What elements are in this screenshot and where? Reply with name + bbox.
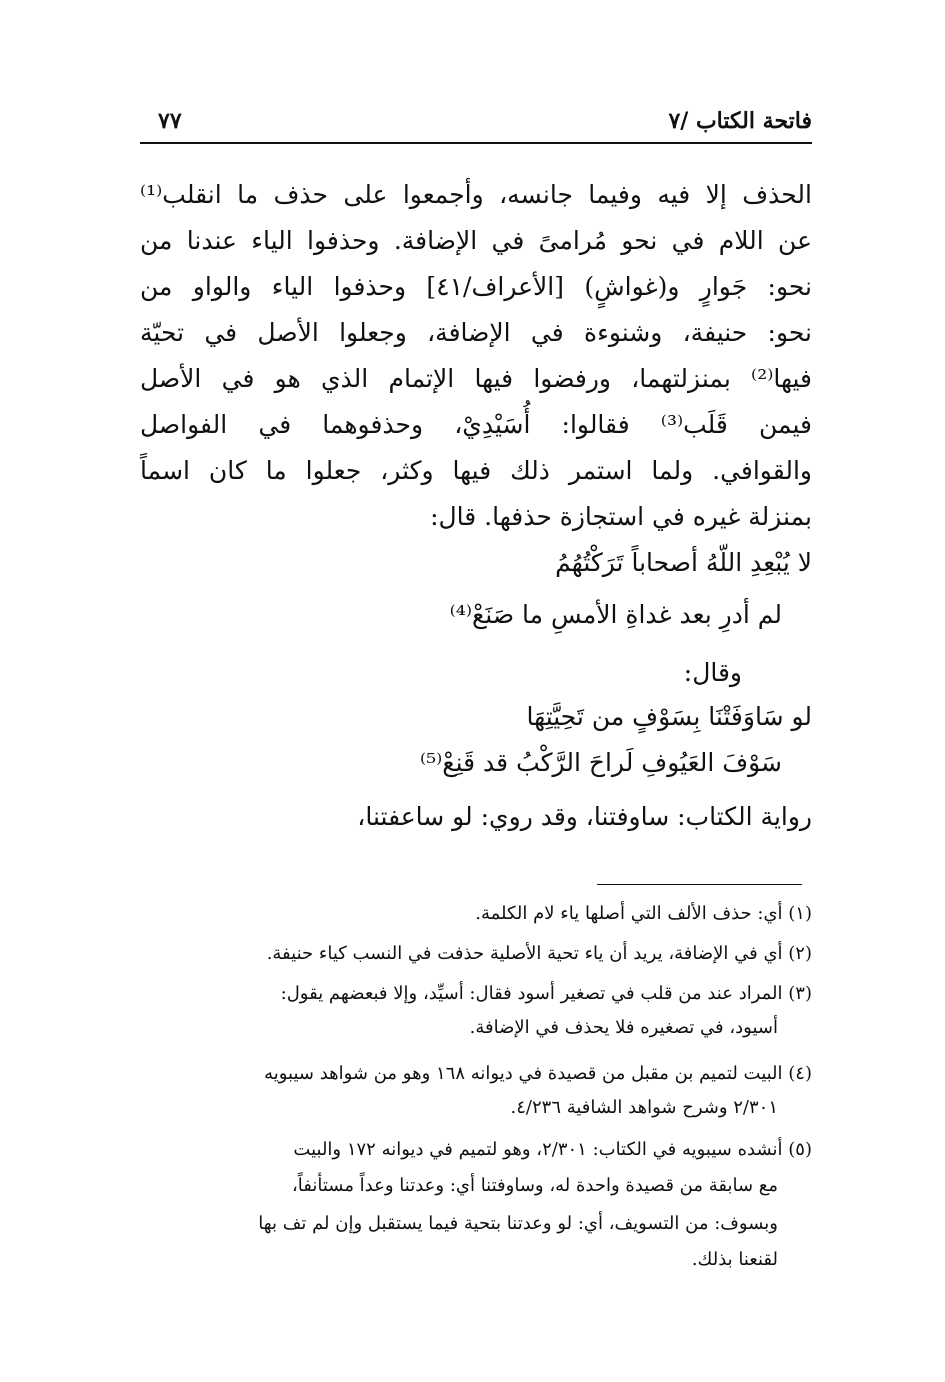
text-line: الحذف إلا فيه وفيما جانسه، وأجمعوا على حذف ما انقلب⁽¹⁾ <box>140 180 812 209</box>
running-title: فاتحة الكتاب /٧ <box>668 108 812 134</box>
footnote-line: (٤) البيت لتميم بن مقبل من قصيدة في ديوانه ١٦٨ وهو من شواهد سيبويه <box>264 1063 812 1084</box>
footnote-line: ٢/٣٠١ وشرح شواهد الشافية ٤/٢٣٦. <box>510 1097 778 1118</box>
footnote-line: لقنعنا بذلك. <box>691 1249 778 1270</box>
footnote-line: (٣) المراد عند من قلب في تصغير أسود فقال: أسيِّد، وإلا فبعضهم يقول: <box>280 983 812 1004</box>
footnote-line: (١) أي: حذف الألف التي أصلها ياء لام الكلمة. <box>475 903 812 924</box>
footnote-line: أسيود، في تصغيره فلا يحذف في الإضافة. <box>469 1017 778 1038</box>
text-line: فيها⁽²⁾ بمنزلتهما، ورفضوا فيها الإتمام الذي هو في الأصل <box>140 364 812 393</box>
verse-1-second-hemistich: لم أدرِ بعد غداةِ الأمسِ ما صَنَعْ⁽⁴⁾ <box>449 600 782 629</box>
text-line: فيمن قَلَب⁽³⁾ فقالوا: أُسَيْدِيْ، وحذفوهما في الفواصل <box>140 410 812 439</box>
verse-1-first-hemistich: لا يُبْعِدِ اللّهُ أصحاباً تَرَكْتُهُمُ <box>555 548 812 577</box>
footnote-separator <box>597 884 802 885</box>
footnote-line: مع سابقة من قصيدة واحدة له، وساوفتنا أي: وعدتنا وعداً مستأنفاً، <box>291 1175 778 1196</box>
verse-2-intro: وقال: <box>683 658 742 687</box>
page-number: ٧٧ <box>158 108 182 134</box>
footnote-line: (٢) أي في الإضافة، يريد أن ياء تحية الأصلية حذفت في النسب كياء حنيفة. <box>266 943 812 964</box>
footnote-line: وبسوف: من التسويف، أي: لو وعدتنا بتحية فيما يستقبل وإن لم تف بها <box>258 1213 778 1234</box>
text-line: رواية الكتاب: ساوفتنا، وقد روي: لو ساعفتنا، <box>357 802 812 831</box>
verse-2-second-hemistich: سَوْفَ العَيُوفِ لَراحَ الرَّكْبُ قد قَنِعْ⁽⁵⁾ <box>420 748 782 777</box>
footnote-line: (٥) أنشده سيبويه في الكتاب: ٢/٣٠١، وهو لتميم في ديوانه ١٧٢ والبيت <box>293 1139 812 1160</box>
text-line: بمنزلة غيره في استجازة حذفها. قال: <box>430 502 812 531</box>
page-header <box>140 108 812 144</box>
header-rule <box>140 142 812 144</box>
text-line: والقوافي. ولما استمر ذلك فيها وكثر، جعلوا ما كان اسماً <box>140 456 812 485</box>
text-line: عن اللام في نحو مُرامىً في الإضافة. وحذفوا الياء عندنا من <box>140 226 812 255</box>
text-line: نحو: جَوارٍ و(غواشٍ) [الأعراف/٤١] وحذفوا الياء والواو من <box>140 272 812 301</box>
verse-2-first-hemistich: لو سَاوَفَتْنَا بِسَوْفٍ من تَحِيَّتِهَا <box>526 702 812 731</box>
text-line: نحو: حنيفة، وشنوءة في الإضافة، وجعلوا الأصل في تحيّة <box>140 318 812 347</box>
